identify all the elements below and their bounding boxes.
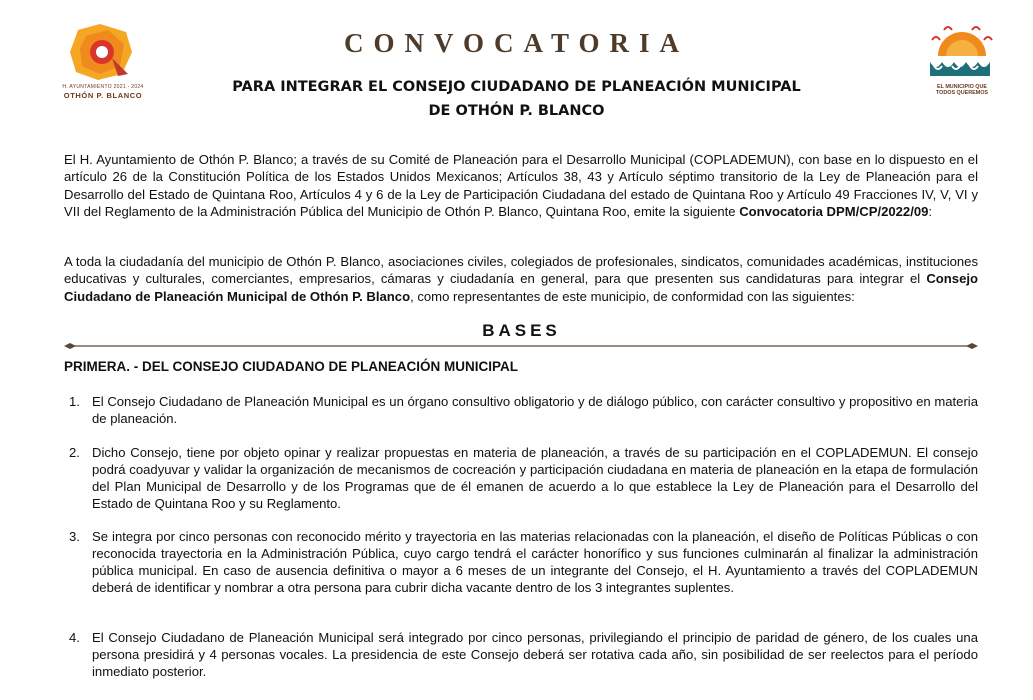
subtitle-line-1: PARA INTEGRAR EL CONSEJO CIUDADANO DE PLANEACIÓN MUNICIPAL (232, 79, 801, 95)
intro-p2-text: A toda la ciudadanía del municipio de Othón P. Blanco, asociaciones civiles, colegiados de profesionales, sindicatos, comunidades académicas, instituciones educativas y culturales, comerciantes, empresarios, cámaras y ciudadanía en general, para que presenten sus candidaturas para integrar el (64, 254, 978, 287)
intro-p2-end: , como representantes de este municipio, de conformidad con las siguientes: (410, 288, 855, 304)
intro-paragraph-1 (64, 151, 978, 220)
logo-tagline: H. AYUNTAMIENTO 2021 - 2024 (62, 84, 144, 90)
list-item-text: Dicho Consejo, tiene por objeto opinar y realizar propuestas en materia de planeación, a través de su participación en el COPLADEMUN. El consejo podrá coadyuvar y validar la organización de mecanismos de cocreación y participación ciudadana en materia de planeación en la etapa de formulación del Plan Municipal de Desarrollo y de los Programas que de él emanen de acuerdo a lo que establece la Ley de Planeación para el Desarrollo del Estado de Quintana Roo y su Reglamento. (92, 445, 978, 512)
logo-municipality-name: OTHÓN P. BLANCO (63, 91, 143, 100)
subtitle-line-2: DE OTHÓN P. BLANCO (428, 103, 605, 119)
slogan-line-1: EL MUNICIPIO QUE (937, 84, 987, 90)
list-item-text: Se integra por cinco personas con reconocido mérito y trayectoria en las materias relacionadas con la planeación, el diseño de Políticas Públicas o con reconocida trayectoria en la Administración Pública, cuyo cargo tendrá el carácter honorífico y sus funciones culminarán al finalizar la administración pública municipal. En caso de ausencia definitiva o mayor a 6 meses de un integrante del Consejo, el H. Ayuntamiento a través del COPLADEMUN deberá de identificar y nombrar a otra persona para cubrir dicha vacante dentro de los 3 integrantes suplentes. (92, 529, 978, 596)
convocatoria-code: Convocatoria DPM/CP/2022/09 (739, 203, 929, 219)
ornamental-divider (64, 342, 978, 350)
list-item-number: 3. (69, 529, 80, 544)
section-heading: PRIMERA. - DEL CONSEJO CIUDADANO DE PLANEACIÓN MUNICIPAL (64, 359, 519, 374)
slogan-line-2: TODOS QUEREMOS (935, 90, 989, 96)
intro-p1-text: El H. Ayuntamiento de Othón P. Blanco; a través de su Comité de Planeación para el Desarrollo Municipal (COPLADEMUN), con base en lo dispuesto en el artículo 26 de la Constitución Política de los Estados Unidos Mexicanos; Artículos 38, 43 y Artículo séptimo transitorio de la Ley de Planeación para el Desarrollo del Estado de Quintana Roo, Artículos 4 y 6 de la Ley de Participación Ciudadana del estado de Quintana Roo y Artículo 49 Fracciones IV, V, VI y VII del Reglamento de la Administración Pública del Municipio de Othón P. Blanco, Quintana Roo, emite la siguiente (64, 152, 978, 219)
list-item-text: El Consejo Ciudadano de Planeación Municipal será integrado por cinco personas, privilegiando el principio de paridad de género, de los cuales una persona presidirá y 4 personas vocales. La presidencia de este Consejo deberá ser rotativa cada año, sin posibilidad de ser reelectos para el período inmediato posterior. (92, 630, 978, 680)
page-title: CONVOCATORIA (344, 28, 689, 58)
intro-paragraph-2 (64, 253, 978, 305)
bases-heading: BASES (482, 321, 561, 340)
list-item (64, 444, 978, 512)
intro-p1-end: : (928, 203, 933, 219)
council-name: Consejo Ciudadano de Planeación Municipal de Othón P. Blanco (64, 271, 978, 304)
list-item-number: 1. (69, 394, 80, 409)
list-item (64, 629, 978, 680)
list-item-text: El Consejo Ciudadano de Planeación Municipal es un órgano consultivo obligatorio y de diálogo público, con carácter consultivo y propositivo en materia de planeación. (92, 394, 978, 427)
page-subtitle (0, 75, 1033, 123)
list-item (64, 528, 978, 596)
list-item (64, 393, 978, 427)
list-item-number: 2. (69, 445, 80, 460)
list-item-number: 4. (69, 630, 80, 645)
